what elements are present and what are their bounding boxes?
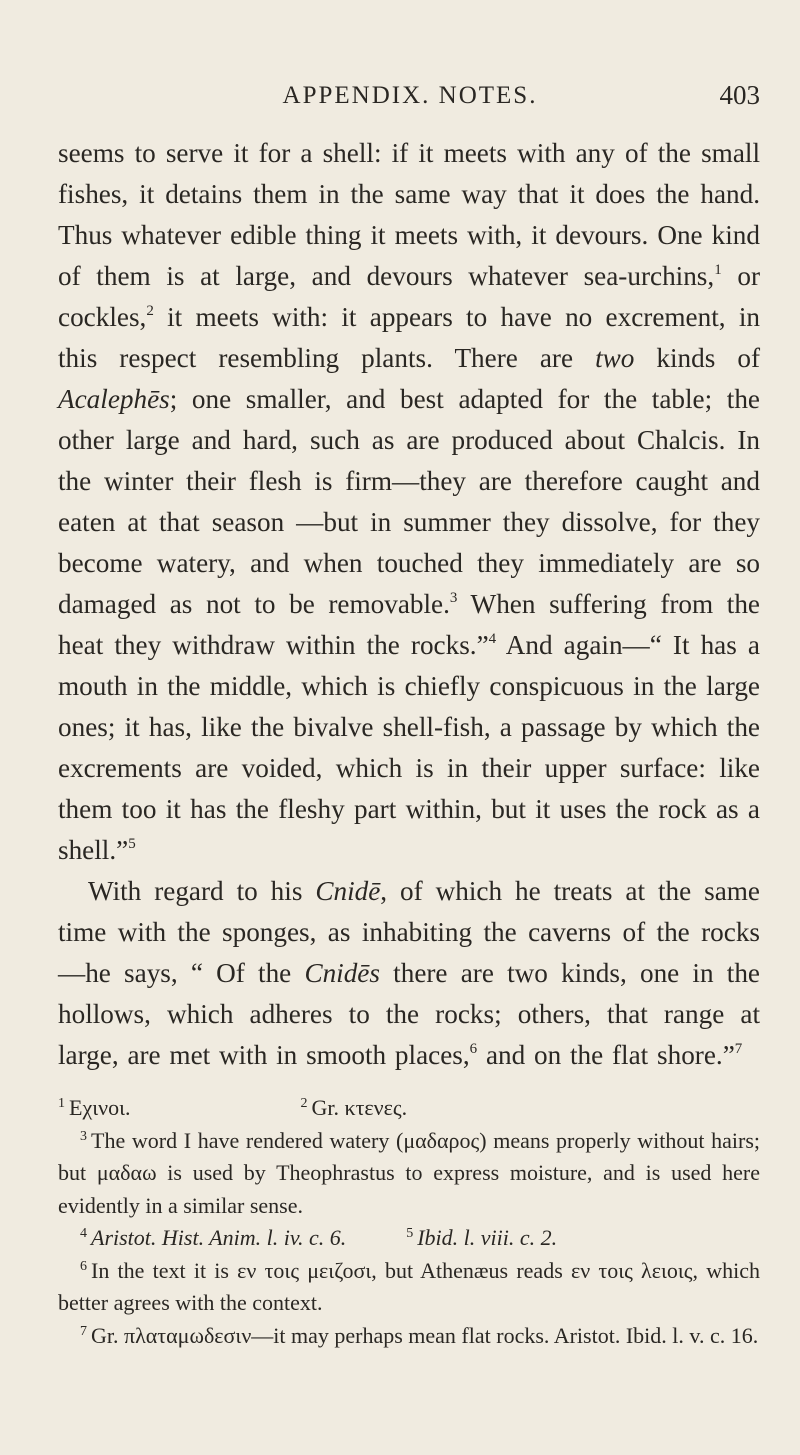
footnote-number: 6 [80,1258,87,1274]
italic-term: two [595,343,635,373]
footnote-ref: 3 [449,590,458,606]
text-span: seems to serve it for a shell: if it meets with any of the small fishes, it detains them in the same way that it does the hand. Thus whatever edible thing it meets with, it devours. One kind of them is at large, and devours whatever sea-urchins, [58,138,760,291]
text-span: With regard to his [88,876,316,906]
footnote-line [58,1255,760,1320]
footnote-number: 2 [300,1096,308,1111]
footnote-text: Gr. πλαταμωδεσιν—it may perhaps mean flat rocks. [91,1322,550,1348]
footnote-text: Gr. κτενες. [311,1095,408,1120]
footnote-text: Εχινοι. [69,1095,131,1120]
footnote-number: 5 [406,1226,414,1241]
footnote-line [58,1125,760,1223]
footnote-number: 3 [80,1128,87,1144]
footnote-ref: 2 [146,303,154,319]
page-header [60,78,760,118]
text-span: And again—“ It has a mouth in the middle, which is chiefly conspicuous in the large ones; it has, like the bivalve shell-fish, a passage by which the excrements are voided, which is in their upper surface: like them too it has the fleshy part within, but it uses the rock as a shell.” [58,630,760,865]
italic-term: Acalephēs [58,384,170,414]
paragraph [58,871,760,1076]
footnote-text: Ibid. l. viii. c. 2. [417,1225,558,1250]
page-number: 403 [719,80,760,110]
footnote-number: 7 [80,1323,87,1339]
footnote-ref: 1 [714,262,722,278]
running-head: APPENDIX. NOTES. [282,82,538,109]
footnote-line [58,1320,760,1353]
text-span: and on the flat shore.” [477,1040,735,1070]
footnote-ref: 6 [469,1041,478,1057]
footnote-ref: 5 [128,836,136,852]
text-span: kinds of [634,343,760,373]
body-text [58,133,760,1076]
footnote-line [58,1092,760,1125]
footnote-number: 1 [58,1096,65,1111]
footnote-ref: 7 [734,1041,743,1057]
footnote-text: The word I have rendered watery (μαδαρος) means properly without hairs; but μαδαω is used by Theophrastus to express moisture, and is used here evidently in a similar sense. [58,1127,760,1218]
text-span: ; one smaller, and best adapted for the table; the other large and hard, such as are produced about Chalcis. In the winter their flesh is firm—they are therefore caught and eaten at that season —but in summer they dissolve, for they become watery, and when touched they immediately are so damaged as not to be removable. [58,384,760,619]
footnote-reference: Aristot. Ibid. l. v. c. 16. [553,1322,759,1348]
footnote-line [58,1222,760,1255]
footnote-text: In the text it is εν τοις μειζοσι, but Athenæus reads εν τοις λειοις, which better agrees with the context. [58,1257,760,1315]
text-span: it meets with: it appears to have no excrement, in this respect resembling plants. There are [58,302,760,373]
text-span: there are two kinds, one in the hollows, which adheres to the rocks; others, that range at large, are met with in smooth places, [58,958,760,1070]
italic-term: Cnidēs [304,958,380,988]
paragraph [58,133,760,871]
text-span: When suffering from the heat they withdraw within the rocks.” [58,589,760,660]
footnote-ref: 4 [488,631,497,647]
footnote-number: 4 [80,1226,87,1241]
footnotes [58,1092,760,1352]
text-span: , of which he treats at the same time with the sponges, as inhabiting the caverns of the rocks—he says, “ Of the [58,876,760,988]
footnote-text: Aristot. Hist. Anim. l. iv. c. 6. [91,1225,347,1250]
text-span: or cockles, [58,261,761,332]
italic-term: Cnidē [315,876,381,906]
